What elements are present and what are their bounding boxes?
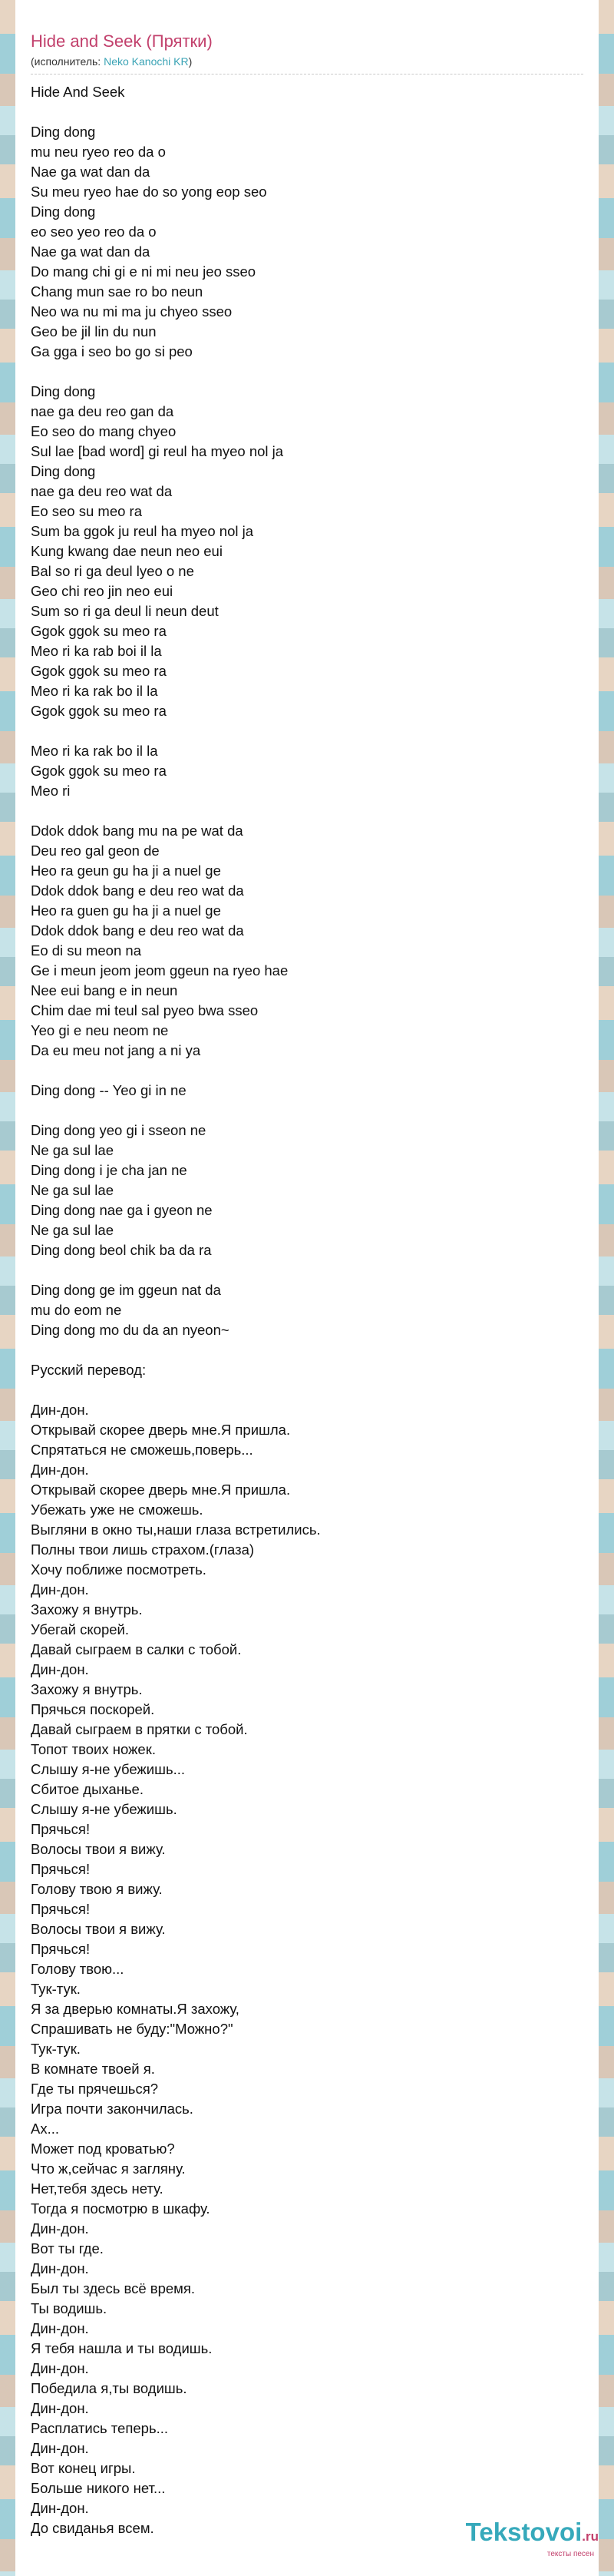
lyrics-text (31, 82, 583, 2538)
lyric-line: eo seo yeo reo da o (31, 223, 157, 240)
lyric-line: Eo di su meon na (31, 942, 141, 959)
lyric-line: Топот твоих ножек. (31, 1741, 156, 1757)
lyric-line: Chim dae mi teul sal pyeo bwa sseo (31, 1002, 259, 1018)
logo-name: Tekstovoi (465, 2518, 583, 2546)
lyric-line (31, 102, 583, 122)
site-logo[interactable] (466, 2519, 599, 2559)
lyric-line: Дин-дон. (31, 2320, 89, 2336)
lyric-line: Ggok ggok su meo ra (31, 663, 167, 679)
lyric-line: Heo ra geun gu ha ji a nuel ge (31, 863, 221, 879)
lyric-line: nae ga deu reo wat da (31, 483, 173, 499)
song-title: Hide and Seek (Прятки) (31, 31, 213, 51)
lyric-line: Полны твои лишь страхом.(глаза) (31, 1541, 255, 1558)
lyric-line: Был ты здесь всё время. (31, 2280, 196, 2296)
lyric-line: Chang mun sae ro bo neun (31, 283, 203, 300)
lyric-line: Игра почти закончилась. (31, 2101, 193, 2117)
lyric-line: Ding dong (31, 204, 96, 220)
lyric-line: Eo seo do mang chyeo (31, 423, 177, 439)
lyric-line: Я тебя нашла и ты водишь. (31, 2340, 213, 2356)
lyric-line: Хочу поближе посмотреть. (31, 1561, 206, 1578)
lyric-line: Дин-дон. (31, 2220, 89, 2237)
lyric-line: Ne ga sul lae (31, 1182, 114, 1198)
lyric-line: Su meu ryeo hae do so yong eop seo (31, 184, 267, 200)
lyric-line: Heo ra guen gu ha ji a nuel ge (31, 902, 221, 919)
lyric-line: Geo be jil lin du nun (31, 323, 157, 339)
lyric-line: Где ты прячешься? (31, 2081, 158, 2097)
lyric-line: Захожу я внутрь. (31, 1681, 143, 1697)
lyric-line: Дин-дон. (31, 1661, 89, 1677)
lyric-line: Geo chi reo jin neo eui (31, 583, 173, 599)
lyric-line: Ding dong ge im ggeun nat da (31, 1282, 221, 1298)
lyric-line: Дин-дон. (31, 2400, 89, 2416)
lyric-line: Bal so ri ga deul lyeo o ne (31, 563, 194, 579)
lyric-line: Волосы твои я вижу. (31, 1921, 166, 1937)
lyric-line: Открывай скорее дверь мне.Я пришла. (31, 1482, 291, 1498)
lyric-line: Sul lae [bad word] gi reul ha myeo nol ja (31, 443, 284, 459)
lyric-line: Ах... (31, 2121, 60, 2137)
lyric-line: Я за дверью комнаты.Я захожу, (31, 2001, 239, 2017)
lyric-line: В комнате твоей я. (31, 2061, 155, 2077)
lyric-line: Ding dong nae ga i gyeon ne (31, 1202, 213, 1218)
lyric-line (31, 1061, 583, 1081)
lyric-line: Ding dong (31, 383, 96, 399)
lyric-line: Meo ri ka rab boi il la (31, 643, 162, 659)
logo-tld: .ru (582, 2529, 599, 2544)
lyric-line: Nae ga wat dan da (31, 164, 150, 180)
lyric-line: Спрашивать не буду:"Можно?" (31, 2021, 233, 2037)
lyric-line: Может под кроватью? (31, 2141, 175, 2157)
lyric-line: Тук-тук. (31, 2041, 81, 2057)
lyric-line: Тук-тук. (31, 1981, 81, 1997)
lyric-line: Победила я,ты водишь. (31, 2380, 187, 2396)
lyric-line: Дин-дон. (31, 1581, 89, 1598)
lyric-line: Голову твою я вижу. (31, 1881, 163, 1897)
lyric-line: Волосы твои я вижу. (31, 1841, 166, 1857)
lyric-line: Ga gga i seo bo go si peo (31, 343, 193, 359)
lyric-line: Nae ga wat dan da (31, 243, 150, 260)
lyric-line (31, 801, 583, 821)
lyric-line: Больше никого нет... (31, 2480, 166, 2496)
lyric-line: Da eu meu not jang a ni ya (31, 1042, 201, 1058)
lyric-line: Выгляни в окно ты,наши глаза встретились. (31, 1521, 321, 1538)
lyric-line: Сбитое дыханье. (31, 1781, 144, 1797)
lyric-line: Hide And Seek (31, 84, 125, 100)
lyric-line: Расплатись теперь... (31, 2420, 169, 2436)
lyric-line: Дин-дон. (31, 1402, 89, 1418)
lyric-line: Ne ga sul lae (31, 1222, 114, 1238)
lyric-line: Ne ga sul lae (31, 1142, 114, 1158)
performer-suffix: ) (188, 55, 193, 68)
lyric-line: До свиданья всем. (31, 2520, 154, 2536)
lyric-line (31, 1260, 583, 1280)
lyric-line: Давай сыграем в салки с тобой. (31, 1641, 242, 1657)
lyric-line: mu do eom ne (31, 1302, 122, 1318)
lyric-line: Захожу я внутрь. (31, 1601, 143, 1617)
lyric-line: Убегай скорей. (31, 1621, 130, 1637)
lyric-line: Прячься поскорей. (31, 1701, 155, 1717)
lyric-line: Kung kwang dae neun neo eui (31, 543, 223, 559)
lyric-line: Nee eui bang e in neun (31, 982, 178, 998)
lyric-line: Убежать уже не сможешь. (31, 1502, 203, 1518)
lyric-line: Слышу я-не убежишь... (31, 1761, 186, 1777)
lyric-line: Прячься! (31, 1901, 91, 1917)
lyric-line: Слышу я-не убежишь. (31, 1801, 177, 1817)
lyric-line: nae ga deu reo gan da (31, 403, 174, 419)
lyric-line: Вот конец игры. (31, 2460, 136, 2476)
lyric-line (31, 1101, 583, 1121)
lyric-line: Дин-дон. (31, 1462, 89, 1478)
lyric-line: Дин-дон. (31, 2360, 89, 2376)
lyric-line: Прячься! (31, 1821, 91, 1837)
lyric-line: Meo ri ka rak bo il la (31, 683, 158, 699)
lyric-line: Дин-дон. (31, 2500, 89, 2516)
lyric-line: Ding dong yeo gi i sseon ne (31, 1122, 206, 1138)
logo-tagline: тексты песен (546, 2550, 594, 2558)
lyric-line: Открывай скорее дверь мне.Я пришла. (31, 1422, 291, 1438)
lyric-line: Do mang chi gi e ni mi neu jeo sseo (31, 263, 256, 280)
lyric-line: Что ж,сейчас я загляну. (31, 2160, 186, 2177)
performer-link[interactable]: Neko Kanochi KR (104, 55, 189, 68)
lyric-line: Ding dong i je cha jan ne (31, 1162, 187, 1178)
lyric-line: Ge i meun jeom jeom ggeun na ryeo hae (31, 962, 289, 978)
lyric-line: Ddok ddok bang e deu reo wat da (31, 922, 244, 939)
lyric-line: Neo wa nu mi ma ju chyeo sseo (31, 303, 233, 320)
lyric-line: Тогда я посмотрю в шкафу. (31, 2200, 210, 2217)
lyric-line: Русский перевод: (31, 1362, 147, 1378)
lyric-line: Meo ri ka rak bo il la (31, 743, 158, 759)
lyric-line: Ding dong (31, 463, 96, 479)
lyric-line: Прячься! (31, 1941, 91, 1957)
performer-line (31, 54, 583, 69)
lyric-line: Ggok ggok su meo ra (31, 623, 167, 639)
lyric-line: Ddok ddok bang e deu reo wat da (31, 882, 244, 899)
performer-prefix: (исполнитель: (31, 55, 104, 68)
lyric-line: Голову твою... (31, 1961, 124, 1977)
lyric-line: Прячься! (31, 1861, 91, 1877)
lyric-line: Sum ba ggok ju reul ha myeo nol ja (31, 523, 254, 539)
lyric-line: Eo seo su meo ra (31, 503, 142, 519)
lyric-line: mu neu ryeo reo da o (31, 144, 166, 160)
lyric-line: Ding dong beol chik ba da ra (31, 1242, 212, 1258)
lyrics-page (15, 0, 599, 2576)
lyric-line: Ggok ggok su meo ra (31, 763, 167, 779)
lyric-line: Yeo gi e neu neom ne (31, 1022, 169, 1038)
lyric-line: Meo ri (31, 783, 71, 799)
lyric-line (31, 1380, 583, 1400)
lyric-line: Ding dong -- Yeo gi in ne (31, 1082, 187, 1098)
lyric-line: Ddok ddok bang mu na pe wat da (31, 823, 243, 839)
lyric-line: Вот ты где. (31, 2240, 104, 2256)
lyric-line: Ты водишь. (31, 2300, 107, 2316)
lyric-line: Давай сыграем в прятки с тобой. (31, 1721, 248, 1737)
lyric-line (31, 1340, 583, 1360)
lyric-line: Ding dong mo du da an nyeon~ (31, 1322, 229, 1338)
lyric-line: Ggok ggok su meo ra (31, 703, 167, 719)
lyric-line: Дин-дон. (31, 2260, 89, 2276)
lyric-line (31, 721, 583, 741)
lyric-line: Ding dong (31, 124, 96, 140)
lyric-line: Дин-дон. (31, 2440, 89, 2456)
lyric-line (31, 362, 583, 382)
lyric-line: Deu reo gal geon de (31, 843, 160, 859)
lyric-line: Sum so ri ga deul li neun deut (31, 603, 219, 619)
lyric-line: Спрятаться не сможешь,поверь... (31, 1442, 253, 1458)
lyric-line: Нет,тебя здесь нету. (31, 2180, 163, 2197)
